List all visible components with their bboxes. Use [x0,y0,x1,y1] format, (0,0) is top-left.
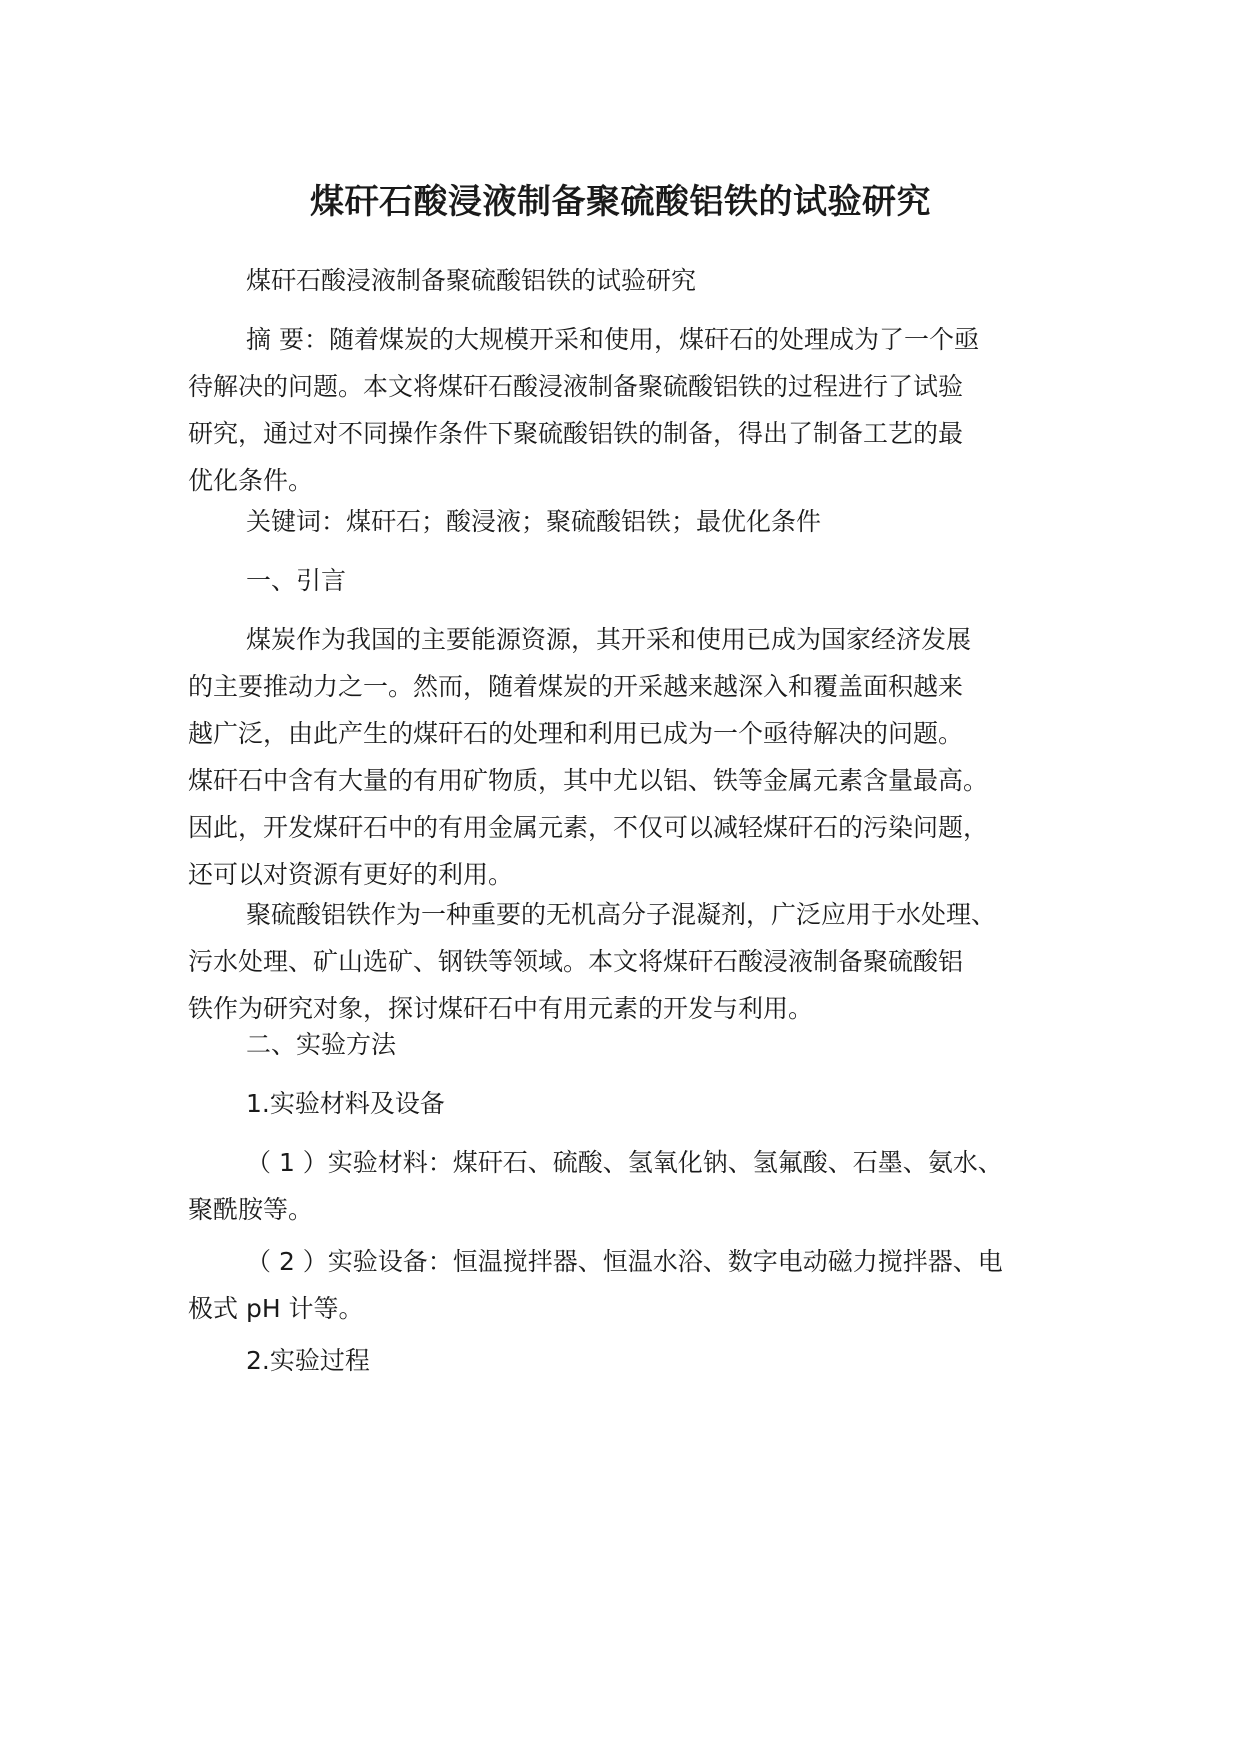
paragraph-line: 污水处理、矿山选矿、钢铁等领域。本文将煤矸石酸浸液制备聚硫酸铝 [188,947,964,976]
intro-paragraph-2 [188,891,1078,1032]
paragraph-line: 越广泛，由此产生的煤矸石的处理和利用已成为一个亟待解决的问题。 [188,719,964,748]
paragraph-line: 的主要推动力之一。然而，随着煤炭的开采越来越深入和覆盖面积越来 [188,672,964,701]
paragraph-line: 因此，开发煤矸石中的有用金属元素，不仅可以减轻煤矸石的污染问题， [188,813,989,842]
paragraph-line: （ 1 ）实验材料：煤矸石、硫酸、氢氧化钠、氢氟酸、石墨、氨水、 [246,1148,1003,1177]
materials-paragraph [188,1139,1078,1233]
intro-paragraph-1 [188,616,1078,898]
paragraph-line: 聚酰胺等。 [188,1195,314,1224]
abstract-line: 摘 要：随着煤炭的大规模开采和使用，煤矸石的处理成为了一个亟 [246,325,979,354]
document-title: 煤矸石酸浸液制备聚硫酸铝铁的试验研究 [310,182,931,222]
keywords-paragraph [188,498,1078,545]
paragraph-line: 煤炭作为我国的主要能源资源，其开采和使用已成为国家经济发展 [246,625,972,654]
section-heading-methods [188,1021,1078,1068]
section-heading-text: 一、引言 [246,566,347,595]
abstract-line: 研究，通过对不同操作条件下聚硫酸铝铁的制备，得出了制备工艺的最 [188,419,964,448]
paragraph-line: 聚硫酸铝铁作为一种重要的无机高分子混凝剂，广泛应用于水处理、 [246,900,997,929]
abstract-line: 优化条件。 [188,466,314,495]
paragraph-line: 还可以对资源有更好的利用。 [188,860,514,889]
subsection-heading-text: 1.实验材料及设备 [246,1089,445,1118]
abstract-paragraph [188,316,1078,504]
subtitle [188,257,1078,304]
subtitle-text: 煤矸石酸浸液制备聚硫酸铝铁的试验研究 [246,266,697,295]
keywords-text: 关键词：煤矸石；酸浸液；聚硫酸铝铁；最优化条件 [246,507,822,536]
equipment-paragraph [188,1238,1078,1332]
subsection-heading-process [188,1337,1078,1384]
section-heading-text: 二、实验方法 [246,1030,397,1059]
section-heading-introduction [188,557,1078,604]
paragraph-line: （ 2 ）实验设备：恒温搅拌器、恒温水浴、数字电动磁力搅拌器、电 [246,1247,1003,1276]
paragraph-line: 煤矸石中含有大量的有用矿物质，其中尤以铝、铁等金属元素含量最高。 [188,766,989,795]
paragraph-line: 铁作为研究对象，探讨煤矸石中有用元素的开发与利用。 [188,994,814,1023]
subsection-heading-text: 2.实验过程 [246,1346,370,1375]
abstract-line: 待解决的问题。本文将煤矸石酸浸液制备聚硫酸铝铁的过程进行了试验 [188,372,964,401]
paragraph-line: 极式 pH 计等。 [188,1294,364,1323]
subsection-heading-materials [188,1080,1078,1127]
